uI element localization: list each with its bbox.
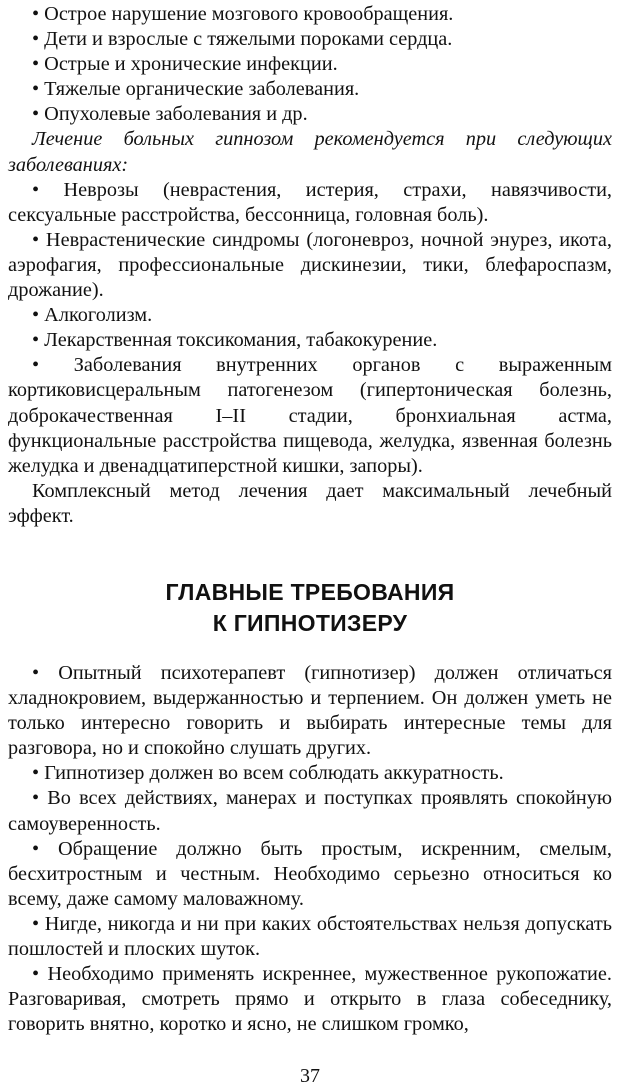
contraindication-item: • Острые и хронические инфекции. [32,53,338,76]
contraindication-item: • Дети и взрослые с тяжелыми пороками сердца. [32,28,453,51]
indication-item: • Алкоголизм. [32,304,153,327]
contraindication-item: • Опухолевые заболевания и др. [32,103,308,126]
requirement-item: • Необходимо применять искреннее, мужественное рукопожатие. Разговаривая, смотреть прямо и открыто в глаза собеседнику, говорить внятно, коротко и ясно, не слишком громко, [8,963,612,1036]
indication-item: • Заболевания внутренних органов с выраженным кортиковисцеральным патогенезом (гипертоническая болезнь, доброкачественная I–II стадии, бронхиальная астма, функциональные расстройства пищевода, желудка, язвенная болезнь желудка и двенадцатиперстной кишки, запоры). [8,354,612,477]
conclusion-paragraph: Комплексный метод лечения дает максимальный лечебный эффект. [8,479,612,527]
page-number: 37 [300,1065,320,1087]
section-heading-line-2: К ГИПНОТИЗЕРУ [212,609,408,636]
indications-intro: Лечение больных гипнозом рекомендуется при следующих заболеваниях: [8,128,612,176]
section-heading-line-1: ГЛАВНЫЕ ТРЕБОВАНИЯ [165,578,455,605]
contraindication-item: • Тяжелые органические заболевания. [32,78,360,101]
requirement-item: • Во всех действиях, манерах и поступках проявлять спокойную самоуверенность. [8,787,612,835]
indication-item: • Лекарственная токсикомания, табакокурение. [32,329,438,352]
contraindication-item: • Острое нарушение мозгового кровообращения. [32,3,454,25]
requirement-item: • Гипнотизер должен во всем соблюдать аккуратность. [32,762,504,785]
requirement-item: • Обращение должно быть простым, искренним, смелым, бесхитростным и честным. Необходимо серьезно относиться ко всему, даже самому маловажному. [8,837,612,910]
section-heading [8,577,612,639]
indication-item: • Неврастенические синдромы (логоневроз, ночной энурез, икота, аэрофагия, профессиональные дискинезии, тики, блефароспазм, дрожание). [8,228,612,302]
requirement-item: • Опытный психотерапевт (гипнотизер) должен отличаться хладнокровием, выдержанностью и терпением. Он должен уметь не только интересно говорить и выбирать интересные темы для разговора, но и спокойно слушать других. [8,661,612,760]
indication-item: • Неврозы (неврастения, истерия, страхи, навязчивости, сексуальные расстройства, бессонница, головная боль). [8,178,612,226]
requirement-item: • Нигде, никогда и ни при каких обстоятельствах нельзя допускать пошлостей и плоских шуток. [8,912,612,960]
